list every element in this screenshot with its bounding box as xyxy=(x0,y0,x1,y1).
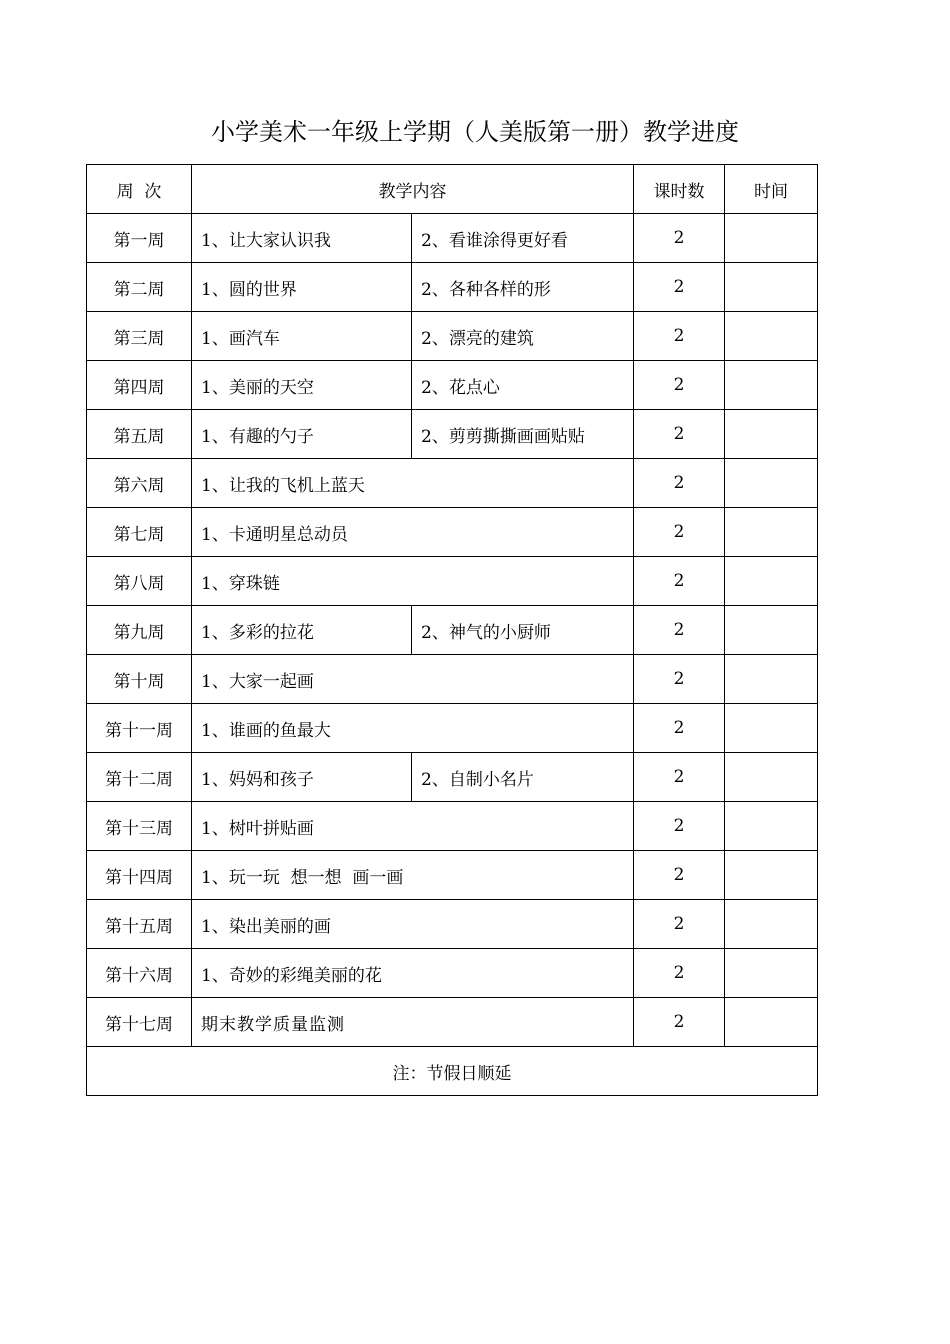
hours-cell: 2 xyxy=(634,508,725,557)
week-cell: 第一周 xyxy=(87,214,192,263)
week-cell: 第十七周 xyxy=(87,998,192,1047)
table-row xyxy=(87,361,818,410)
hours-cell: 2 xyxy=(634,557,725,606)
hours-cell: 2 xyxy=(634,214,725,263)
time-cell xyxy=(725,655,818,704)
table-row xyxy=(87,900,818,949)
lesson-cell: 1、谁画的鱼最大 xyxy=(192,704,634,753)
week-cell: 第十一周 xyxy=(87,704,192,753)
lesson-cell: 1、玩一玩 想一想 画一画 xyxy=(192,851,634,900)
header-time: 时间 xyxy=(725,165,818,214)
time-cell xyxy=(725,606,818,655)
header-hours: 课时数 xyxy=(634,165,725,214)
hours-cell: 2 xyxy=(634,851,725,900)
time-cell xyxy=(725,214,818,263)
time-cell xyxy=(725,802,818,851)
week-cell: 第十五周 xyxy=(87,900,192,949)
time-cell xyxy=(725,410,818,459)
week-cell: 第八周 xyxy=(87,557,192,606)
table-row xyxy=(87,998,818,1047)
week-cell: 第九周 xyxy=(87,606,192,655)
table-row xyxy=(87,949,818,998)
hours-cell: 2 xyxy=(634,655,725,704)
table-row xyxy=(87,263,818,312)
header-content: 教学内容 xyxy=(192,165,634,214)
time-cell xyxy=(725,704,818,753)
lesson-cell: 1、穿珠链 xyxy=(192,557,634,606)
lesson-cell: 期末教学质量监测 xyxy=(192,998,634,1047)
week-cell: 第七周 xyxy=(87,508,192,557)
time-cell xyxy=(725,900,818,949)
lesson-2-cell: 2、自制小名片 xyxy=(412,753,634,802)
lesson-1-cell: 1、圆的世界 xyxy=(192,263,412,312)
time-cell xyxy=(725,998,818,1047)
table-header-row xyxy=(87,165,818,214)
table-row xyxy=(87,851,818,900)
week-cell: 第十六周 xyxy=(87,949,192,998)
week-cell: 第二周 xyxy=(87,263,192,312)
table-row xyxy=(87,410,818,459)
time-cell xyxy=(725,459,818,508)
lesson-2-cell: 2、各种各样的形 xyxy=(412,263,634,312)
lesson-1-cell: 1、有趣的勺子 xyxy=(192,410,412,459)
week-cell: 第十二周 xyxy=(87,753,192,802)
schedule-table xyxy=(86,164,818,1096)
week-cell: 第三周 xyxy=(87,312,192,361)
lesson-2-cell: 2、看谁涂得更好看 xyxy=(412,214,634,263)
lesson-cell: 1、树叶拼贴画 xyxy=(192,802,634,851)
lesson-cell: 1、让我的飞机上蓝天 xyxy=(192,459,634,508)
week-cell: 第十四周 xyxy=(87,851,192,900)
page-title: 小学美术一年级上学期（人美版第一册）教学进度 xyxy=(211,118,739,146)
time-cell xyxy=(725,851,818,900)
lesson-1-cell: 1、多彩的拉花 xyxy=(192,606,412,655)
hours-cell: 2 xyxy=(634,753,725,802)
table-row xyxy=(87,606,818,655)
lesson-cell: 1、染出美丽的画 xyxy=(192,900,634,949)
lesson-cell: 1、大家一起画 xyxy=(192,655,634,704)
lesson-1-cell: 1、让大家认识我 xyxy=(192,214,412,263)
hours-cell: 2 xyxy=(634,900,725,949)
time-cell xyxy=(725,312,818,361)
table-row xyxy=(87,214,818,263)
week-cell: 第六周 xyxy=(87,459,192,508)
hours-cell: 2 xyxy=(634,802,725,851)
table-row xyxy=(87,753,818,802)
hours-cell: 2 xyxy=(634,459,725,508)
time-cell xyxy=(725,949,818,998)
time-cell xyxy=(725,753,818,802)
table-row xyxy=(87,704,818,753)
lesson-1-cell: 1、美丽的天空 xyxy=(192,361,412,410)
note-text: 注：节假日顺延 xyxy=(87,1047,818,1096)
table-row xyxy=(87,802,818,851)
time-cell xyxy=(725,361,818,410)
time-cell xyxy=(725,557,818,606)
lesson-cell: 1、奇妙的彩绳美丽的花 xyxy=(192,949,634,998)
table-row xyxy=(87,459,818,508)
lesson-1-cell: 1、画汽车 xyxy=(192,312,412,361)
hours-cell: 2 xyxy=(634,361,725,410)
time-cell xyxy=(725,263,818,312)
week-cell: 第十周 xyxy=(87,655,192,704)
note-row xyxy=(87,1047,818,1096)
hours-cell: 2 xyxy=(634,606,725,655)
lesson-2-cell: 2、神气的小厨师 xyxy=(412,606,634,655)
hours-cell: 2 xyxy=(634,410,725,459)
week-cell: 第四周 xyxy=(87,361,192,410)
lesson-1-cell: 1、妈妈和孩子 xyxy=(192,753,412,802)
hours-cell: 2 xyxy=(634,949,725,998)
week-cell: 第十三周 xyxy=(87,802,192,851)
lesson-cell: 1、卡通明星总动员 xyxy=(192,508,634,557)
lesson-2-cell: 2、花点心 xyxy=(412,361,634,410)
table-row xyxy=(87,312,818,361)
table-row xyxy=(87,655,818,704)
header-week: 周 次 xyxy=(87,165,192,214)
lesson-2-cell: 2、剪剪撕撕画画贴贴 xyxy=(412,410,634,459)
hours-cell: 2 xyxy=(634,998,725,1047)
hours-cell: 2 xyxy=(634,704,725,753)
table-row xyxy=(87,508,818,557)
hours-cell: 2 xyxy=(634,312,725,361)
hours-cell: 2 xyxy=(634,263,725,312)
table-row xyxy=(87,557,818,606)
week-cell: 第五周 xyxy=(87,410,192,459)
time-cell xyxy=(725,508,818,557)
lesson-2-cell: 2、漂亮的建筑 xyxy=(412,312,634,361)
